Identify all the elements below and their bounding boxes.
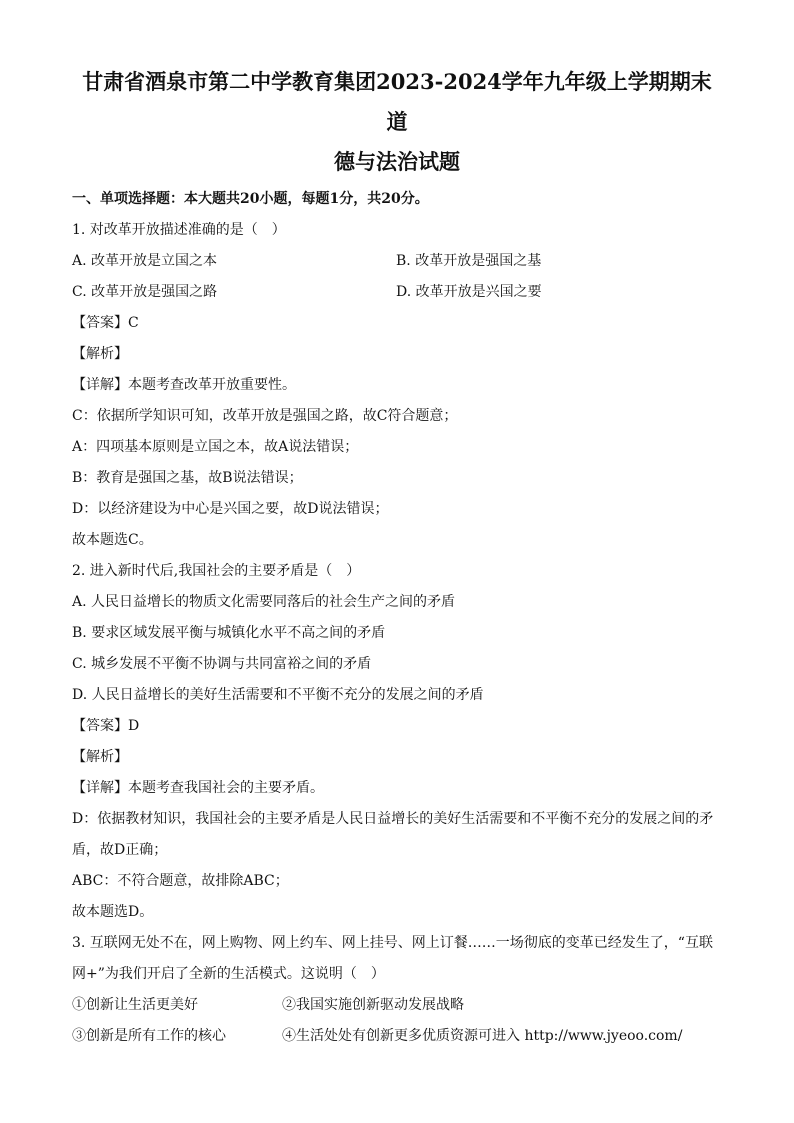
doc-title-line2: 德与法治试题 [334, 149, 460, 174]
q2-detail: 【详解】本题考查我国社会的主要矛盾。 [72, 780, 324, 796]
q2-conclusion: 故本题选D。 [72, 904, 154, 920]
q1-option-a: A. 改革开放是立国之本 [72, 253, 218, 269]
q1-line-b: B：教育是强国之基，故B说法错误； [72, 470, 303, 486]
q2-stem: 2. 进入新时代后,我国社会的主要矛盾是（ ） [72, 563, 361, 579]
q2-answer: 【答案】D [72, 718, 140, 734]
q1-option-c: C. 改革开放是强国之路 [72, 284, 218, 300]
q1-detail: 【详解】本题考查改革开放重要性。 [72, 377, 296, 393]
q2-analysis: 【解析】 [72, 749, 128, 765]
section-heading: 一、单项选择题：本大题共20小题，每题1分，共20分。 [72, 191, 429, 207]
q1-line-a: A：四项基本原则是立国之本，故A说法错误； [72, 439, 359, 455]
q1-analysis: 【解析】 [72, 346, 128, 362]
q2-option-a: A. 人民日益增长的物质文化需要同落后的社会生产之间的矛盾 [72, 594, 456, 610]
doc-title-line1: 甘肃省酒泉市第二中学教育集团2023-2024学年九年级上学期期末道 [82, 69, 712, 134]
q3-option-3: ③创新是所有工作的核心 [72, 1028, 226, 1044]
q1-stem: 1. 对改革开放描述准确的是（ ） [72, 222, 286, 238]
q2-line-d: D：依据教材知识，我国社会的主要矛盾是人民日益增长的美好生活需要和不平衡不充分的发展之间的矛盾，故D正确； [72, 811, 714, 858]
q1-option-b: B. 改革开放是强国之基 [396, 253, 542, 269]
q2-option-b: B. 要求区域发展平衡与城镇化水平不高之间的矛盾 [72, 625, 386, 641]
q1-line-d: D：以经济建设为中心是兴国之要，故D说法错误； [72, 501, 389, 517]
q3-stem: 3. 互联网无处不在，网上购物、网上约车、网上挂号、网上订餐……一场彻底的变革已经发生了，“互联网+”为我们开启了全新的生活模式。这说明（ ） [72, 935, 713, 982]
q3-option-2: ②我国实施创新驱动发展战略 [282, 997, 464, 1013]
q1-line-c: C：依据所学知识可知，改革开放是强国之路，故C符合题意； [72, 408, 458, 424]
q1-conclusion: 故本题选C。 [72, 532, 153, 548]
q1-answer: 【答案】C [72, 315, 139, 331]
q2-option-d: D. 人民日益增长的美好生活需要和不平衡不充分的发展之间的矛盾 [72, 687, 484, 703]
q3-option-4: ④生活处处有创新更多优质资源可进入 http://www.jyeoo.com/ [282, 1028, 683, 1044]
q1-option-d: D. 改革开放是兴国之要 [396, 284, 542, 300]
q1-options [72, 246, 722, 308]
q2-option-c: C. 城乡发展不平衡不协调与共同富裕之间的矛盾 [72, 656, 372, 672]
q3-option-1: ①创新让生活更美好 [72, 997, 198, 1013]
q2-line-abc: ABC：不符合题意，故排除ABC； [72, 873, 289, 889]
q3-options [72, 990, 722, 1052]
